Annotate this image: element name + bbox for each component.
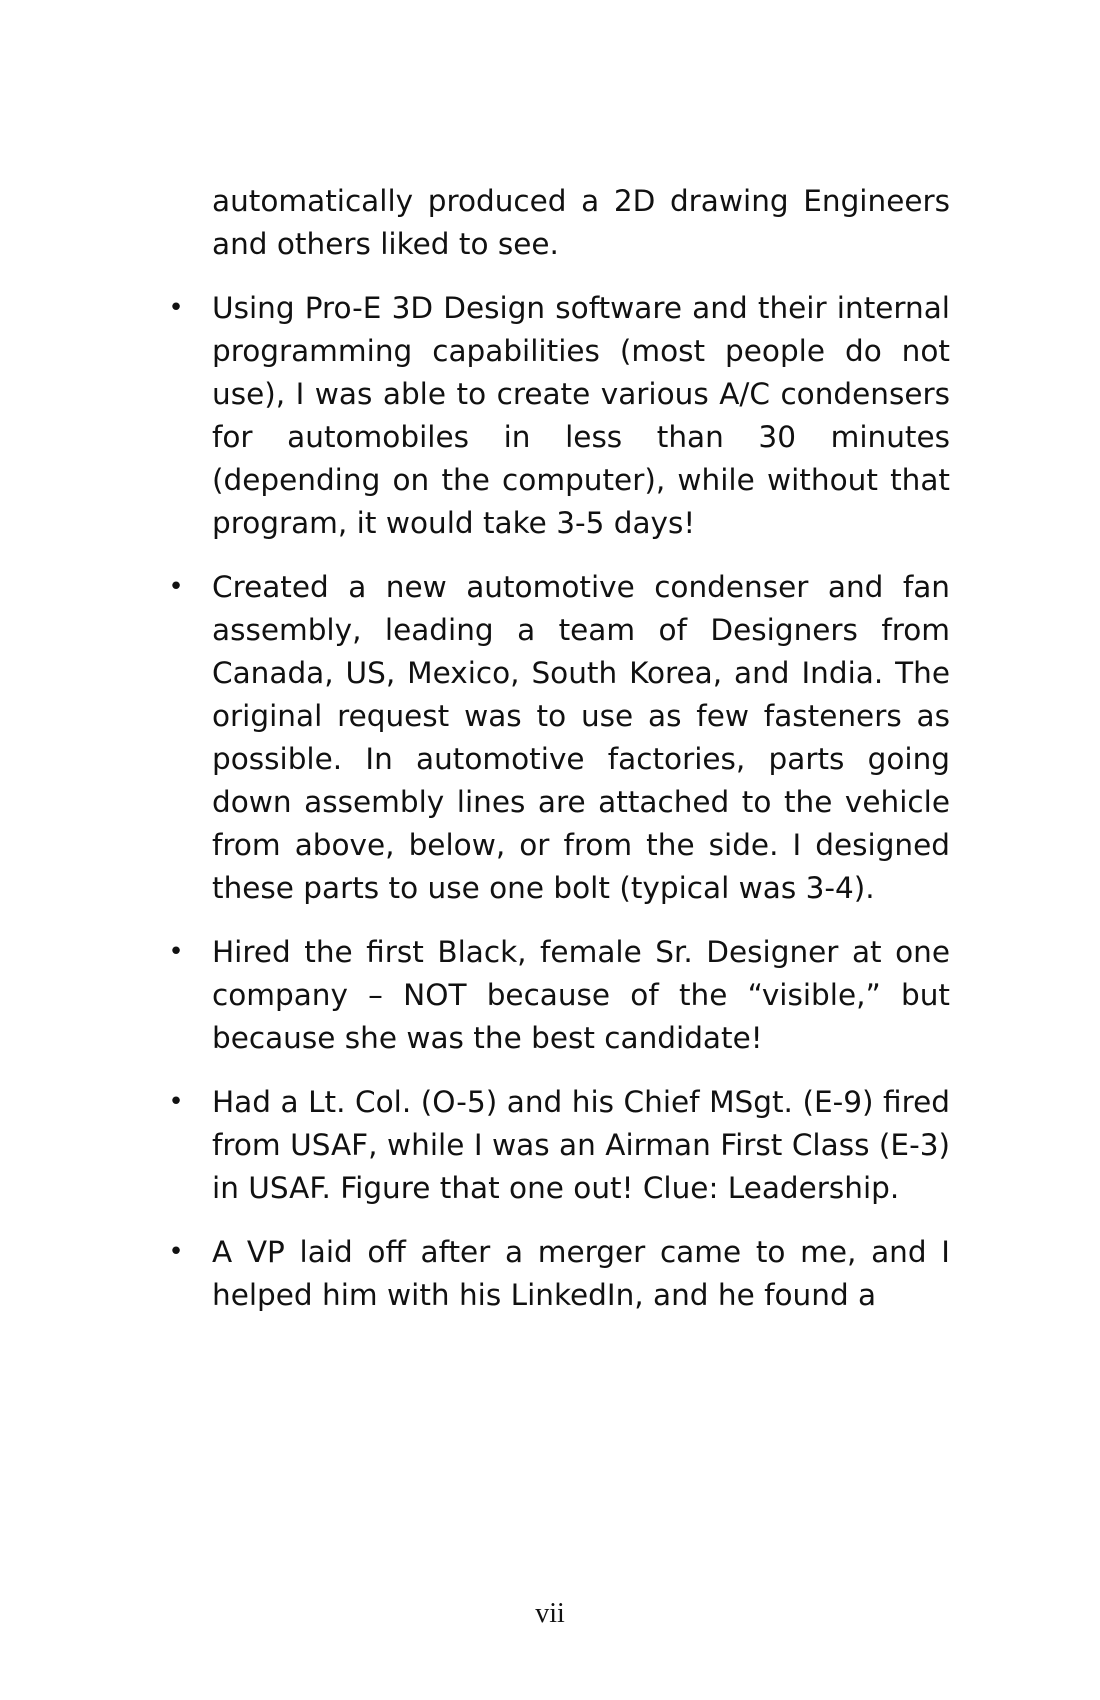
list-item-text: Created a new automotive condenser and fan assembly, leading a team of Designers from Canada, US, Mexico, South Korea, and India. The original request was to use as few fasteners as possible. In automotive factories, parts going down assembly lines are attached to the vehicle from above, below, or from the side. I designed these parts to use one bolt (typical was 3-4). bbox=[212, 570, 950, 905]
bullet-icon: • bbox=[168, 1237, 184, 1267]
list-item-text: A VP laid off after a merger came to me, and I helped him with his LinkedIn, and he found a bbox=[212, 1235, 950, 1312]
continuation-paragraph: automatically produced a 2D drawing Engineers and others liked to see. bbox=[212, 184, 950, 261]
bullet-icon: • bbox=[168, 1087, 184, 1117]
accomplishments-list bbox=[168, 287, 950, 1317]
list-item-text: Had a Lt. Col. (O-5) and his Chief MSgt. (E-9) fired from USAF, while I was an Airman First Class (E-3) in USAF. Figure that one out! Clue: Leadership. bbox=[212, 1085, 950, 1205]
list-item bbox=[168, 287, 950, 545]
bullet-icon: • bbox=[168, 293, 184, 323]
list-item-text: Using Pro-E 3D Design software and their internal programming capabilities (most people do not use), I was able to create various A/C condensers for automobiles in less than 30 minutes (depending on the computer), while without that program, it would take 3-5 days! bbox=[212, 291, 950, 540]
bullet-icon: • bbox=[168, 937, 184, 967]
list-item-text: Hired the first Black, female Sr. Designer at one company – NOT because of the “visible,” but because she was the best candidate! bbox=[212, 935, 950, 1055]
bullet-icon: • bbox=[168, 572, 184, 602]
list-item bbox=[168, 1081, 950, 1210]
list-item bbox=[168, 931, 950, 1060]
list-item bbox=[168, 1231, 950, 1317]
body-text-column bbox=[168, 180, 950, 1338]
list-item bbox=[168, 566, 950, 910]
page-number: vii bbox=[535, 1598, 565, 1629]
